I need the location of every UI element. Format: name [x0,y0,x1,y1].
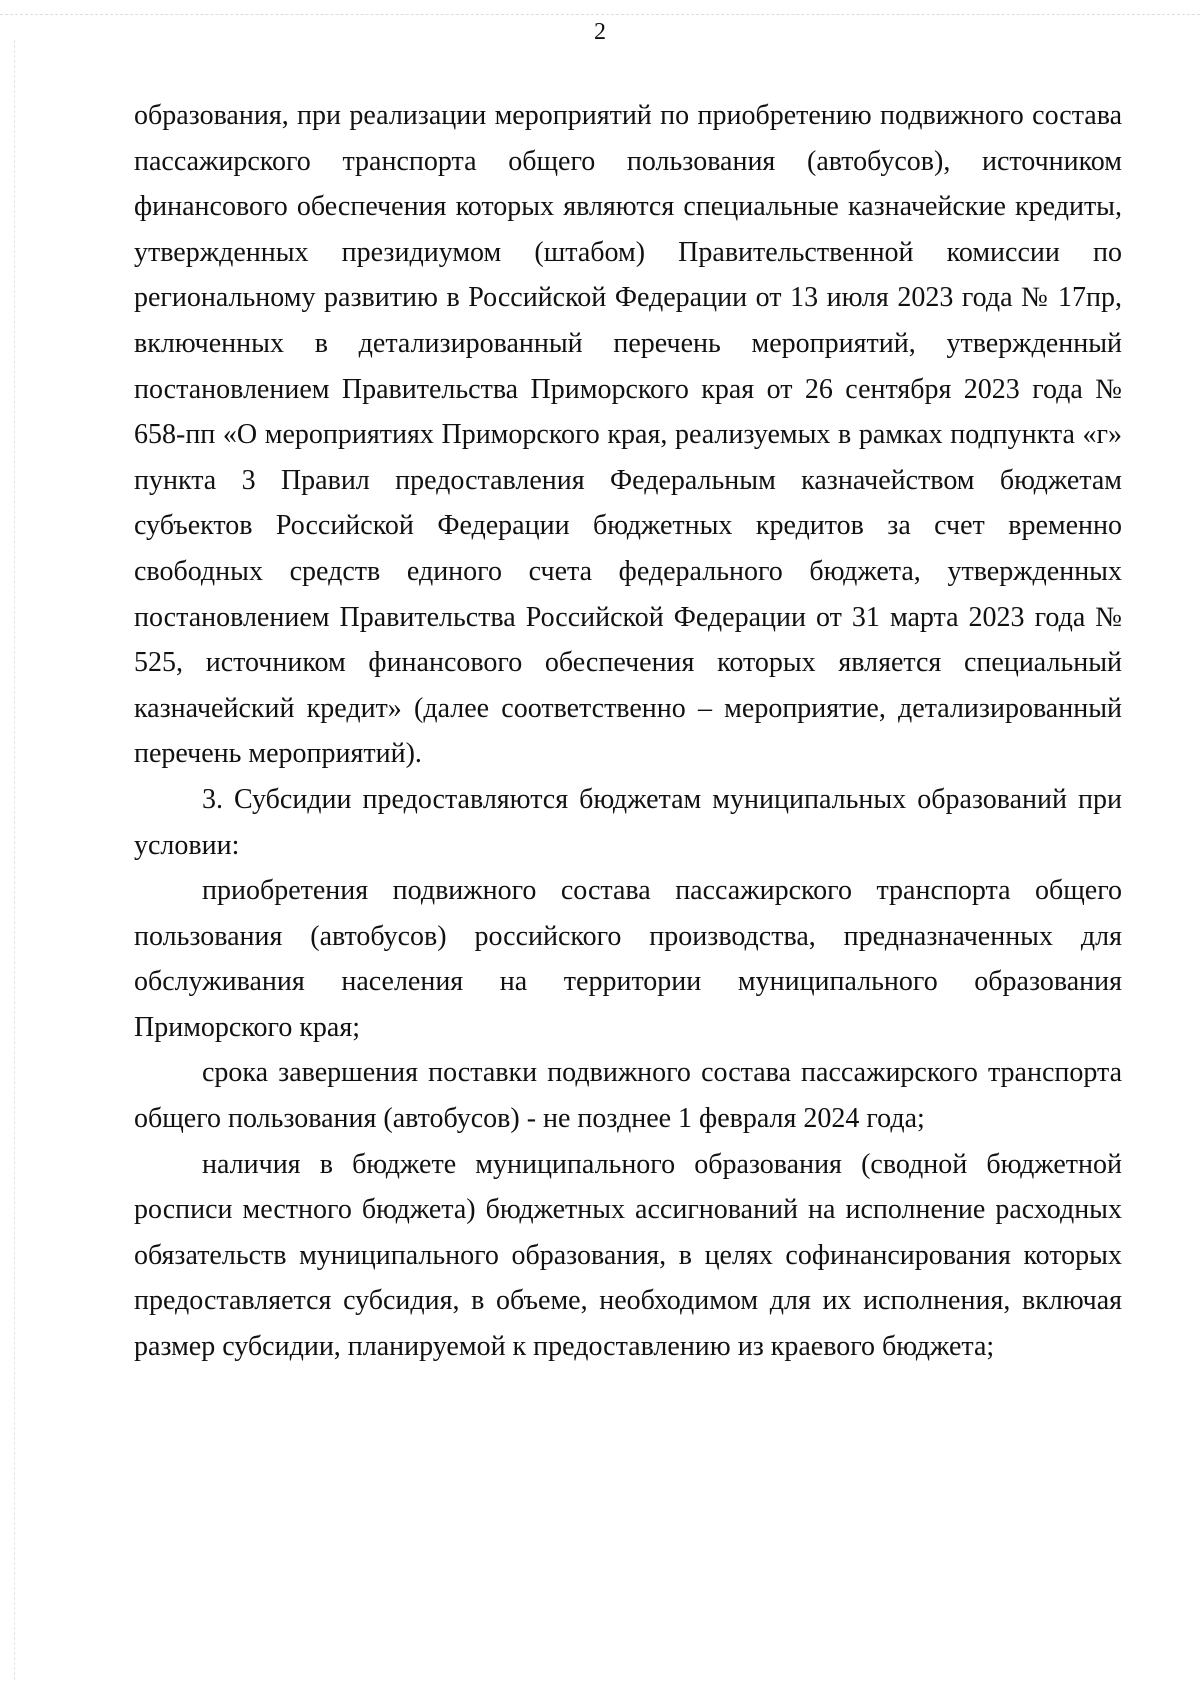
paragraph-condition-delivery-deadline: срока завершения поставки подвижного состава пассажирского транспорта общего пользования (автобусов) - не позднее 1 февраля 2024 года; [134,1057,1122,1135]
paragraph-continuation: образования, при реализации мероприятий по приобретению подвижного состава пассажирского транспорта общего пользования (автобусов), источником финансового обеспечения которых являются специальные казначейские кредиты, утвержденных президиумом (штабом) Правительственной комиссии по региональному развитию в Российской Федерации от 13 июля 2023 года № 17пр, включенных в детализированный перечень мероприятий, утвержденный постановлением Правительства Приморского края от 26 сентября 2023 года № 658-пп «О мероприятиях Приморского края, реализуемых в рамках подпункта «г» пункта 3 Правил предоставления Федеральным казначейством бюджетам субъектов Российской Федерации бюджетных кредитов за счет временно свободных средств единого счета федерального бюджета, утвержденных постановлением Правительства Российской Федерации от 31 марта 2023 года № 525, источником финансового обеспечения которых является специальный казначейский кредит» (далее соответственно – мероприятие, детализированный перечень мероприятий). [134,100,1122,770]
scan-edge-left [14,40,15,1680]
paragraph-condition-budget: наличия в бюджете муниципального образования (сводной бюджетной росписи местного бюджета) бюджетных ассигнований на исполнение расходных обязательств муниципального образования, в целях софинансирования которых предоставляется субсидия, в объеме, необходимом для их исполнения, включая размер субсидии, планируемой к предоставлению из краевого бюджета; [134,1148,1122,1363]
document-body [134,93,1122,1370]
scan-edge-top [0,14,1200,15]
page-number: 2 [594,19,606,45]
paragraph-condition-acquisition: приобретения подвижного состава пассажирского транспорта общего пользования (автобусов) российского производства, предназначенных для обслуживания населения на территории муниципального образования Приморского края; [134,875,1122,1043]
paragraph-clause-3: 3. Субсидии предоставляются бюджетам муниципальных образований при условии: [134,783,1122,861]
